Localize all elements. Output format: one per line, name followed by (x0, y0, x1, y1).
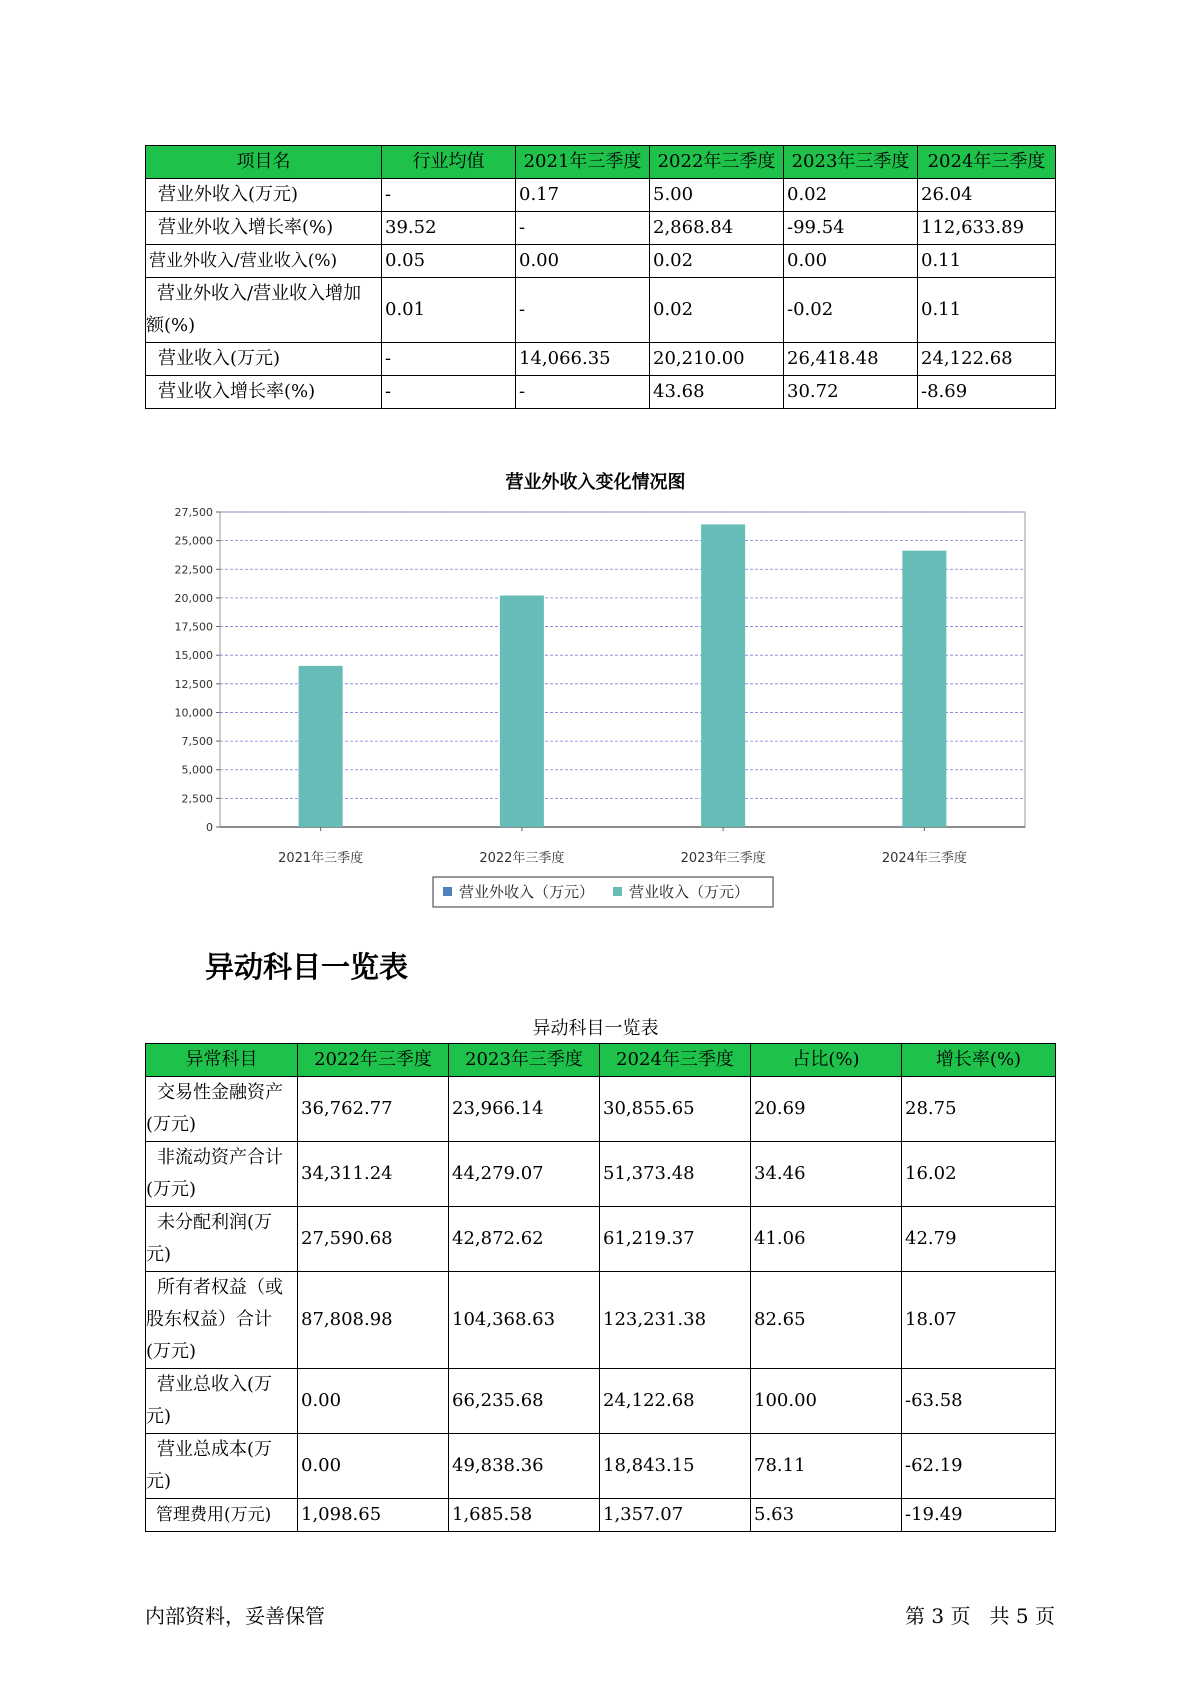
bar-chart (150, 500, 1030, 910)
table-cell: 61,219.37 (600, 1207, 751, 1272)
y-tick-label: 17,500 (174, 620, 213, 634)
table-cell: -8.69 (918, 376, 1056, 409)
table-header-row (146, 1044, 1056, 1077)
table-cell: 16.02 (902, 1142, 1056, 1207)
x-tick-label: 2022年三季度 (479, 851, 565, 866)
bar (500, 596, 544, 827)
header-cell: 2024年三季度 (918, 146, 1056, 179)
table-cell: 2,868.84 (650, 212, 784, 245)
table-cell: 49,838.36 (449, 1434, 600, 1499)
table-cell: -0.02 (784, 278, 918, 343)
table-cell: 30.72 (784, 376, 918, 409)
row-label: 未分配利润(万元) (146, 1207, 298, 1272)
table-cell: 27,590.68 (298, 1207, 449, 1272)
table-cell: -62.19 (902, 1434, 1056, 1499)
header-cell: 2022年三季度 (650, 146, 784, 179)
y-tick-label: 22,500 (174, 563, 213, 577)
table-cell: - (516, 376, 650, 409)
bar (902, 551, 946, 827)
table-cell: 36,762.77 (298, 1077, 449, 1142)
table-cell: 0.11 (918, 278, 1056, 343)
footer-confidential-note: 内部资料，妥善保管 (145, 1604, 325, 1628)
header-cell: 项目名 (146, 146, 382, 179)
table-row (146, 278, 1056, 343)
bar (701, 524, 745, 827)
header-cell: 增长率(%) (902, 1044, 1056, 1077)
table-cell: 0.02 (784, 179, 918, 212)
legend-label: 营业外收入（万元） (459, 883, 595, 901)
table-cell: 44,279.07 (449, 1142, 600, 1207)
table-caption: 异动科目一览表 (532, 1018, 659, 1039)
table-row (146, 343, 1056, 376)
row-label: 营业收入(万元) (146, 343, 382, 376)
table-cell: 18,843.15 (600, 1434, 751, 1499)
row-label: 营业外收入(万元) (146, 179, 382, 212)
y-tick-label: 10,000 (174, 706, 213, 720)
table-cell: 24,122.68 (600, 1369, 751, 1434)
table-cell: - (516, 212, 650, 245)
chart-title: 营业外收入变化情况图 (505, 472, 686, 493)
y-tick-label: 2,500 (181, 792, 213, 806)
table-cell: -19.49 (902, 1499, 1056, 1532)
table-cell: 42.79 (902, 1207, 1056, 1272)
row-label: 所有者权益（或股东权益）合计(万元) (146, 1272, 298, 1369)
y-tick-label: 12,500 (174, 677, 213, 691)
y-tick-label: 27,500 (174, 506, 213, 519)
legend-label: 营业收入（万元） (629, 883, 750, 901)
table-cell: 104,368.63 (449, 1272, 600, 1369)
table-cell: 26,418.48 (784, 343, 918, 376)
header-cell: 2023年三季度 (784, 146, 918, 179)
table-cell: 41.06 (751, 1207, 902, 1272)
legend-swatch (613, 887, 622, 896)
header-cell: 2023年三季度 (449, 1044, 600, 1077)
table-cell: 28.75 (902, 1077, 1056, 1142)
table-cell: -99.54 (784, 212, 918, 245)
table-row (146, 1207, 1056, 1272)
table-row (146, 376, 1056, 409)
table-cell: - (382, 343, 516, 376)
y-tick-label: 0 (206, 821, 213, 834)
y-tick-label: 25,000 (174, 534, 213, 548)
y-tick-label: 20,000 (174, 591, 213, 605)
table-cell: 0.00 (298, 1369, 449, 1434)
table-cell: 39.52 (382, 212, 516, 245)
row-label: 营业外收入/营业收入(%) (146, 245, 382, 278)
y-tick-label: 5,000 (181, 763, 213, 777)
table-cell: 1,685.58 (449, 1499, 600, 1532)
table-cell: 18.07 (902, 1272, 1056, 1369)
table-cell: 0.11 (918, 245, 1056, 278)
row-label: 营业外收入/营业收入增加额(%) (146, 278, 382, 343)
table-cell: 51,373.48 (600, 1142, 751, 1207)
row-label: 营业收入增长率(%) (146, 376, 382, 409)
table-row (146, 1272, 1056, 1369)
header-cell: 2024年三季度 (600, 1044, 751, 1077)
header-cell: 异常科目 (146, 1044, 298, 1077)
table-cell: 5.00 (650, 179, 784, 212)
table-cell: 87,808.98 (298, 1272, 449, 1369)
table-cell: 0.05 (382, 245, 516, 278)
table-cell: 14,066.35 (516, 343, 650, 376)
footer-page-number: 第 3 页 共 5 页 (905, 1604, 1055, 1628)
row-label: 管理费用(万元) (146, 1499, 298, 1532)
table-row (146, 1499, 1056, 1532)
table-cell: -63.58 (902, 1369, 1056, 1434)
table-cell: 66,235.68 (449, 1369, 600, 1434)
table-row (146, 1077, 1056, 1142)
table-cell: - (382, 376, 516, 409)
table-cell: - (382, 179, 516, 212)
table-row (146, 179, 1056, 212)
table-cell: 0.17 (516, 179, 650, 212)
table-cell: 43.68 (650, 376, 784, 409)
table-cell: 5.63 (751, 1499, 902, 1532)
table-cell: 26.04 (918, 179, 1056, 212)
table-cell: 82.65 (751, 1272, 902, 1369)
row-label: 营业外收入增长率(%) (146, 212, 382, 245)
table-row (146, 1369, 1056, 1434)
table-cell: 1,357.07 (600, 1499, 751, 1532)
row-label: 营业总收入(万元) (146, 1369, 298, 1434)
x-tick-label: 2021年三季度 (278, 851, 364, 866)
header-cell: 行业均值 (382, 146, 516, 179)
header-cell: 2022年三季度 (298, 1044, 449, 1077)
header-cell: 2021年三季度 (516, 146, 650, 179)
table-header-row (146, 146, 1056, 179)
table-cell: 0.02 (650, 245, 784, 278)
table-row (146, 1142, 1056, 1207)
table-cell: 20,210.00 (650, 343, 784, 376)
table-cell: 0.02 (650, 278, 784, 343)
table-cell: 34.46 (751, 1142, 902, 1207)
table-cell: 100.00 (751, 1369, 902, 1434)
table-row (146, 245, 1056, 278)
bar (299, 666, 343, 827)
row-label: 交易性金融资产(万元) (146, 1077, 298, 1142)
x-tick-label: 2023年三季度 (680, 851, 766, 866)
table-cell: 0.00 (516, 245, 650, 278)
y-tick-label: 15,000 (174, 649, 213, 663)
section-heading: 异动科目一览表 (205, 950, 409, 984)
table-cell: 0.01 (382, 278, 516, 343)
anomaly-table (145, 1043, 1056, 1532)
table-cell: 123,231.38 (600, 1272, 751, 1369)
y-tick-label: 7,500 (181, 735, 213, 749)
table-cell: 20.69 (751, 1077, 902, 1142)
table-cell: 34,311.24 (298, 1142, 449, 1207)
table-row (146, 1434, 1056, 1499)
table-cell: 0.00 (784, 245, 918, 278)
table-row (146, 212, 1056, 245)
row-label: 营业总成本(万元) (146, 1434, 298, 1499)
table-cell: 24,122.68 (918, 343, 1056, 376)
table-cell: 42,872.62 (449, 1207, 600, 1272)
table-cell: 0.00 (298, 1434, 449, 1499)
table-cell: 1,098.65 (298, 1499, 449, 1532)
income-table (145, 145, 1056, 409)
row-label: 非流动资产合计(万元) (146, 1142, 298, 1207)
table-cell: - (516, 278, 650, 343)
x-tick-label: 2024年三季度 (881, 851, 967, 866)
table-cell: 112,633.89 (918, 212, 1056, 245)
table-cell: 30,855.65 (600, 1077, 751, 1142)
legend-swatch (443, 887, 452, 896)
header-cell: 占比(%) (751, 1044, 902, 1077)
table-cell: 78.11 (751, 1434, 902, 1499)
table-cell: 23,966.14 (449, 1077, 600, 1142)
